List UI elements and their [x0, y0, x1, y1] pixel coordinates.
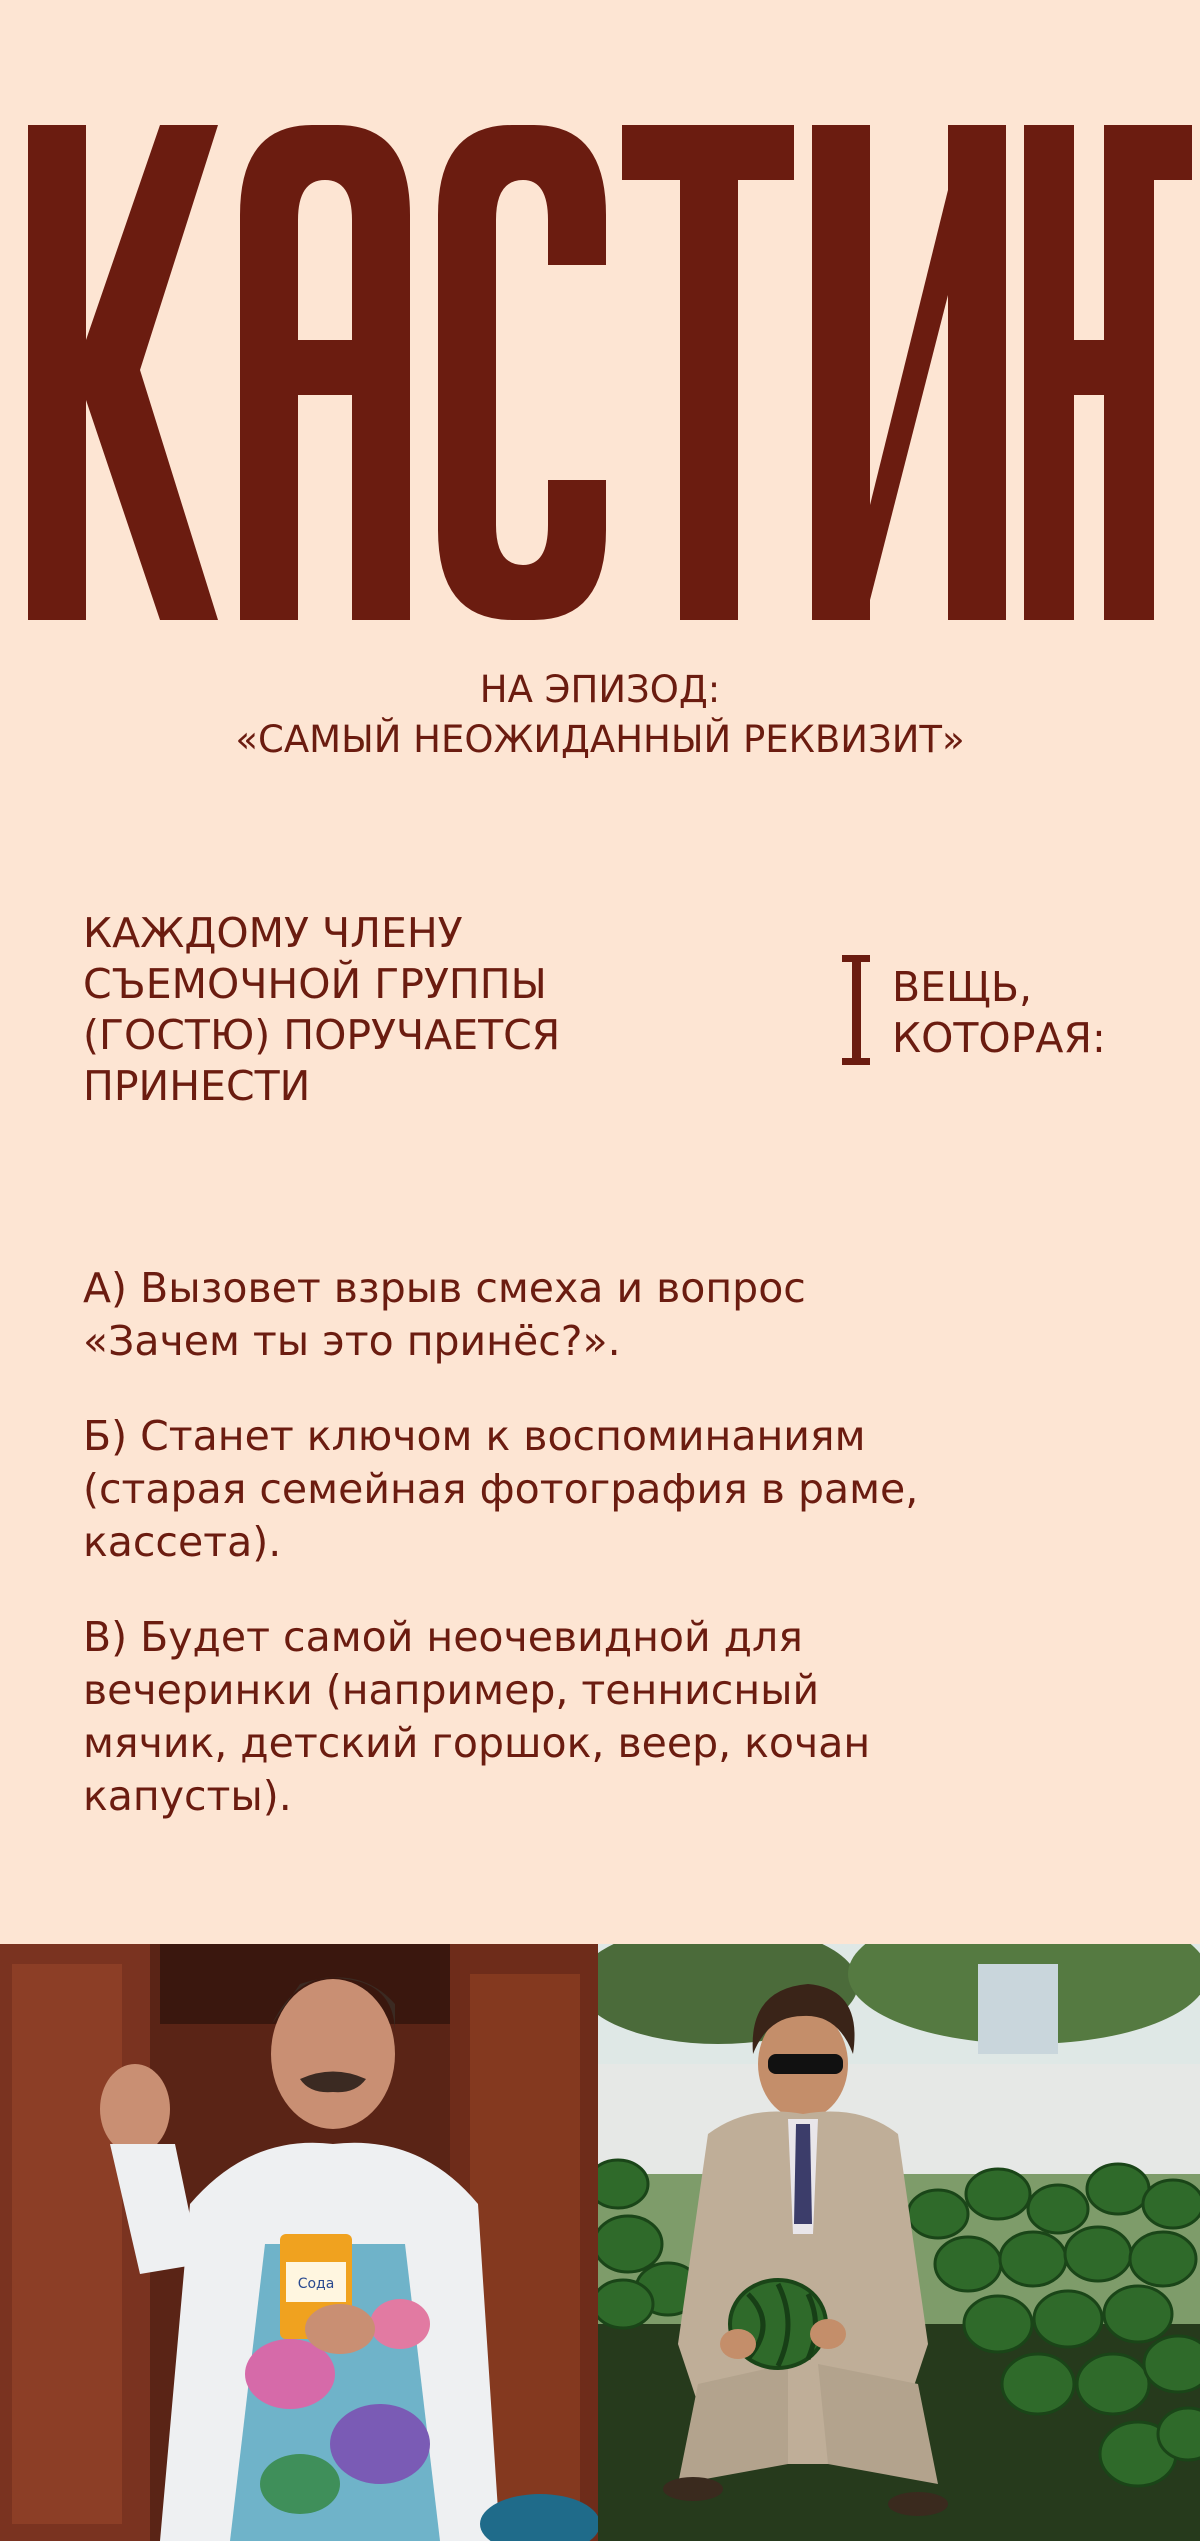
- option-c: [83, 1611, 1143, 1823]
- title-letter-stroke: [86, 125, 218, 620]
- photo-man-with-watermelons-icon: [598, 1944, 1200, 2541]
- title-letter-stroke: [680, 125, 738, 620]
- title-letter-stroke: [948, 125, 1006, 620]
- title-letter-stroke: [438, 125, 606, 620]
- options-list: [83, 1262, 1143, 1865]
- option-line: мячик, детский горшок, веер, кочан: [83, 1719, 871, 1767]
- lead-line: СЪЕМОЧНОЙ ГРУППЫ: [83, 960, 547, 1008]
- thing-line: ВЕЩЬ,: [892, 963, 1033, 1011]
- title-letter-stroke: [812, 125, 870, 620]
- thing-line: КОТОРАЯ:: [892, 1014, 1106, 1062]
- option-line: Б) Станет ключом к воспоминаниям: [83, 1412, 866, 1460]
- title-letters: [0, 95, 1200, 650]
- option-line: А) Вызовет взрыв смеха и вопрос: [83, 1264, 806, 1312]
- option-line: В) Будет самой неочевидной для: [83, 1613, 803, 1661]
- photo-man-with-soda-icon: [0, 1944, 598, 2541]
- option-line: капусты).: [83, 1772, 292, 1820]
- soda-label: Сода: [297, 2276, 335, 2292]
- photo-strip: [0, 1944, 1200, 2541]
- option-line: (старая семейная фотография в раме,: [83, 1465, 919, 1513]
- title-letter-stroke: [1074, 340, 1104, 395]
- option-line: «Зачем ты это принёс?».: [83, 1317, 621, 1365]
- option-line: вечеринки (например, теннисный: [83, 1666, 820, 1714]
- title-letter-stroke: [1104, 125, 1154, 620]
- option-a: [83, 1262, 1143, 1368]
- title-letter-stroke: [870, 190, 948, 600]
- title-letter-stroke: [240, 125, 410, 620]
- poster-title: [0, 95, 1200, 650]
- thing-text: [892, 962, 1192, 1064]
- lead-line: КАЖДОМУ ЧЛЕНУ: [83, 909, 463, 957]
- option-b: [83, 1410, 1143, 1569]
- option-line: кассета).: [83, 1518, 282, 1566]
- number-one-glyph: [838, 955, 878, 1065]
- subtitle-line-1: НА ЭПИЗОД:: [479, 668, 721, 711]
- subtitle-line-2: «САМЫЙ НЕОЖИДАННЫЙ РЕКВИЗИТ»: [235, 718, 965, 761]
- title-letter-stroke: [1024, 125, 1074, 620]
- lead-line: (ГОСТЮ) ПОРУЧАЕТСЯ: [83, 1011, 561, 1059]
- lead-line: ПРИНЕСТИ: [83, 1062, 311, 1110]
- title-letter-stroke: [1104, 125, 1192, 180]
- lead-text: [83, 908, 723, 1112]
- title-letter-stroke: [28, 125, 86, 620]
- episode-subtitle: [0, 665, 1200, 765]
